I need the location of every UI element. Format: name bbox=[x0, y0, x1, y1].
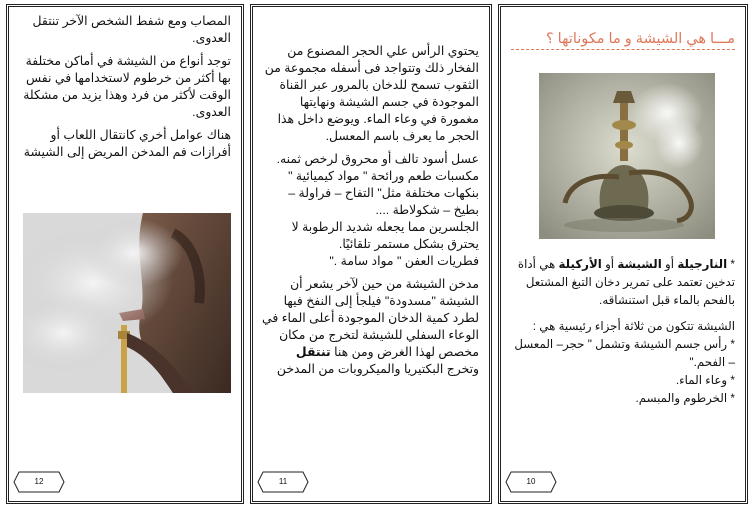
page-number: 10 bbox=[526, 477, 536, 486]
paragraph: هناك عوامل أخري كانتقال اللعاب أو أفرازات فم المدخن المريض إلى الشيشة bbox=[23, 128, 231, 159]
list-item: * الخرطوم والمبسم. bbox=[635, 391, 735, 405]
paragraph: يحتوي الرأس علي الحجر المصنوع من الفخار ذلك وتتواجد فى أسفله مجموعة من الثقوب تسمح للدخان بالمرور عبر القناة الموجودة في جسم الشيشة ونهايتها مغمورة في وعاء الماء. ويوضع داخل هذا الحجر ما يعرف باسم المعسل. bbox=[264, 44, 479, 143]
page-number: 11 bbox=[278, 477, 288, 486]
paragraph: فطريات العفن " مواد سامة ." bbox=[329, 254, 479, 268]
list-item: * وعاء الماء. bbox=[675, 373, 735, 387]
page-11 bbox=[250, 4, 492, 504]
paragraph: مدخن الشيشة من حين لآخر يشعر أن الشيشة "مسدودة" فيلجأ إلى النفخ فيها لطرد كمية الدخان الموجودة أعلى الماء في الوعاء السفلي للشيشة لتخرج من مكان مخصص لهذا الغرض ومن هنا تنتقل وتخرج البكتيريا والميكروبات من المدخن bbox=[262, 277, 479, 376]
paragraph: الجلسرين مما يجعله شديد الرطوبة لا يحترق بشكل مستمر تلقائيًا. bbox=[291, 220, 479, 251]
bold-word: تنتقل bbox=[295, 345, 331, 359]
paragraph: * النارجيلة أو الشيشة أو الأركيلة هي أداة تدخين تعتمد على تمرير دخان التبغ المشتعل بالفحم بالماء قبل استنشاقه. bbox=[517, 257, 735, 307]
man-smoking-hookah-photo bbox=[23, 213, 231, 393]
page-number-badge bbox=[505, 471, 557, 493]
page-number: 12 bbox=[34, 477, 44, 486]
list-item: * رأس جسم الشيشة وتشمل " حجر– المعسل – الفحم." bbox=[514, 337, 735, 369]
page-12 bbox=[6, 4, 244, 504]
page-10 bbox=[498, 4, 748, 504]
page-number-badge bbox=[13, 471, 65, 493]
paragraph: عسل أسود تالف أو محروق لرخص ثمنه. مكسبات طعم ورائحة " مواد كيميائية " بنكهات مختلفة مثل" التفاح – فراولة – بطيخ – شكولاطة .... bbox=[276, 152, 479, 217]
page-11-text bbox=[261, 43, 479, 384]
hookah-photo bbox=[539, 73, 715, 239]
page-number-badge bbox=[257, 471, 309, 493]
paragraph: الشيشة تتكون من ثلاثة أجزاء رئيسية هي : bbox=[532, 319, 735, 333]
paragraph: توجد أنواع من الشيشة في أماكن مختلفة بها أكثر من خرطوم لاستخدامها في نفس الوقت لأكثر من فرد وهذا يزيد من مشكلة العدوى. bbox=[23, 54, 231, 119]
page-10-text bbox=[507, 255, 735, 415]
page-12-text bbox=[17, 13, 231, 167]
paragraph: المصاب ومع شفط الشخص الآخر تنتقل العدوى. bbox=[32, 14, 231, 45]
page-heading: مـــا هي الشيشة و ما مكوناتها ؟ bbox=[511, 31, 735, 50]
